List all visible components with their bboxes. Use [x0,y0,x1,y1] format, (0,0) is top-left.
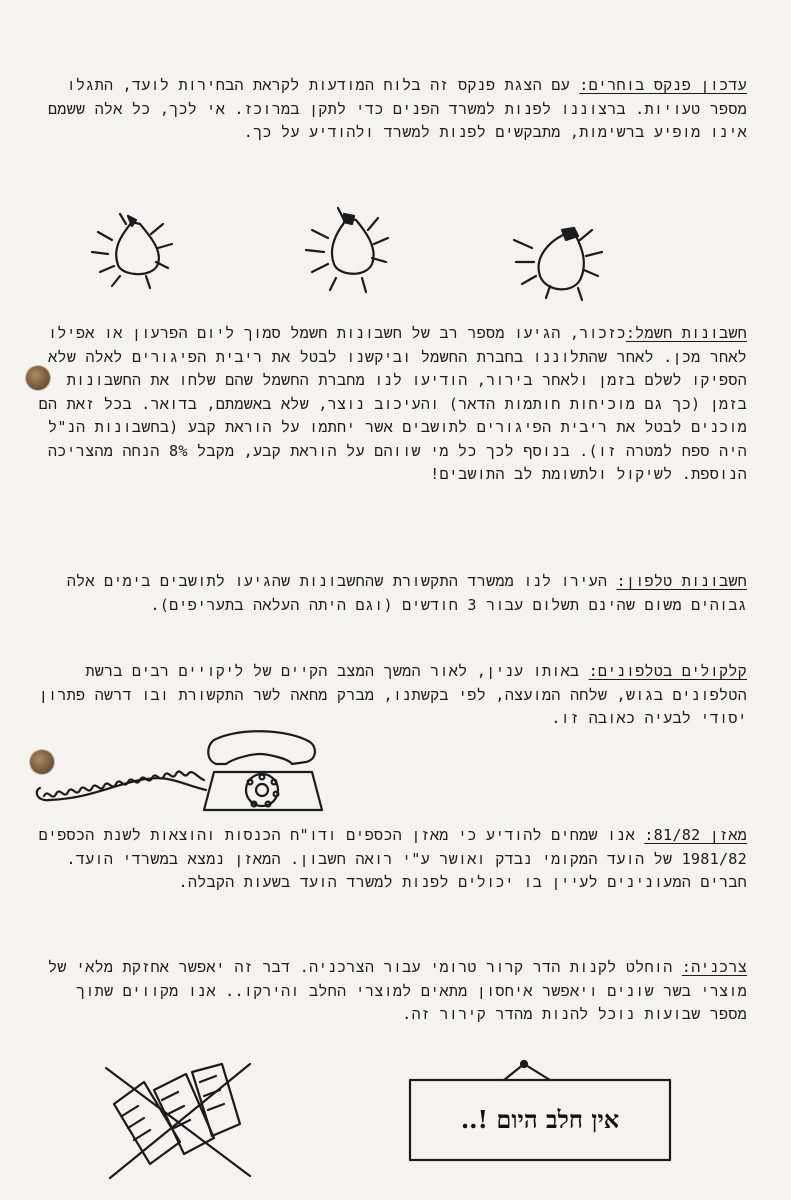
grocery-heading: צרכניה: [681,958,747,976]
electricity-heading: חשבונות חשמל: [625,324,747,342]
light-bulb-icon [116,222,159,274]
balance-body: אנו שמחים להודיע כי מאזן הכספים ודו"ח הכנסות והוצאות לשנת הכספים 1981/82 של הועד המקומי נבדק ואושר ע"י רואה חשבון. המאזן נמצא במשרדי הועד. חברים המעונינים לעיין בו יכולים לפנות למשרד הועד בשעות הקבלה. [38,826,747,891]
phone-bills-heading: חשבונות טלפון: [616,572,747,590]
phone-bills-section [33,570,747,617]
electricity-body: כזכור, הגיעו מספר רב של חשבונות חשמל סמוך ליום הפרעון או אפילו לאחר מכן. לאחר שהתלוננו בחברת החשמל וביקשנו לבטל את ריבית הפיגורים לאלה שלא הספיקו לשלם בזמן ולאחר בירור, הודיעו לנו מחברת החשמל שהם שלחו את החשבונות בזמן (כך גם מוכיחות חותמות הדאר) והעיכוב נוצר, שלא באשמתם, בדואר. בכל זאת הם מוכנים לבטל את ריבית הפיגורים לתושבים אשר יחתמו על הוראת קבע (בחשבונות הנ"ל היה ספח למטרה זו). בנוסף לכך כל מי שווהם על הוראת קבע, מקבל 8% הנחה מהצריכה הנוספת. לשיקול ולתשומת לב התושבים! [38,324,747,483]
phone-faults-section [33,660,747,731]
phone-faults-body: באותו ענין, לאור המשך המצב הקיים של ליקויים רבים ברשת הטלפונים בגוש, שלחה המועצה, לפי בקשתנו, מברק מחאה לשר התקשורת ובו דרשה פתרון יסודי לבעיה כאובה זו. [38,662,747,727]
binder-hole-top [26,366,50,390]
light-bulb-icon [539,234,584,289]
grocery-body: הוחלט לקנות הדר קרור טרומי עבור הצרכניה. דבר זה יאפשר אחזקת מלאי של מוצרי בשר שונים ויאפשר איחסון מתאים למוצרי החלב והירקו.. אנו מקווים שתוך מספר שבועות נוכל להנות מהדר קירור זה. [47,958,747,1023]
voter-register-section [45,74,747,145]
grocery-section [33,956,747,1027]
telephone-icon [30,724,330,834]
phone-faults-heading: קלקולים בטלפונים: [588,662,747,680]
light-bulbs-icon [0,200,791,340]
light-bulb-icon [332,218,374,274]
crossed-milk-cartons-icon [100,1060,260,1185]
phone-bills-body: העירו לנו ממשרד התקשורת שהחשבונות שהגיעו לתושבים בימים אלה גבוהים משום שהינם תשלום עבור 3 חודשים (וגם היתה העלאה בתעריפים). [66,572,747,614]
hanging-sign-icon [400,1058,690,1168]
binder-hole-bottom [30,750,54,774]
electricity-section [33,322,747,487]
balance-section [33,824,747,895]
balance-heading: מאזן 81/82: [644,826,747,844]
voter-register-body: עם הצגת פנקס זה בלוח המודעות לקראת הבחירות לועד, התגלו מספר טעויות. ברצוננו לפנות למשרד הפנים כדי לתקן במרוכז. אי לכך, כל אלה ששמם אינו מופיע ברשימות, מתבקשים לפנות למשרד ולהודיע על כך. [47,76,747,141]
voter-register-heading: עדכון פנקס בוחרים: [579,76,747,94]
no-milk-sign-text: אין חלב היום !.. [460,1105,620,1134]
